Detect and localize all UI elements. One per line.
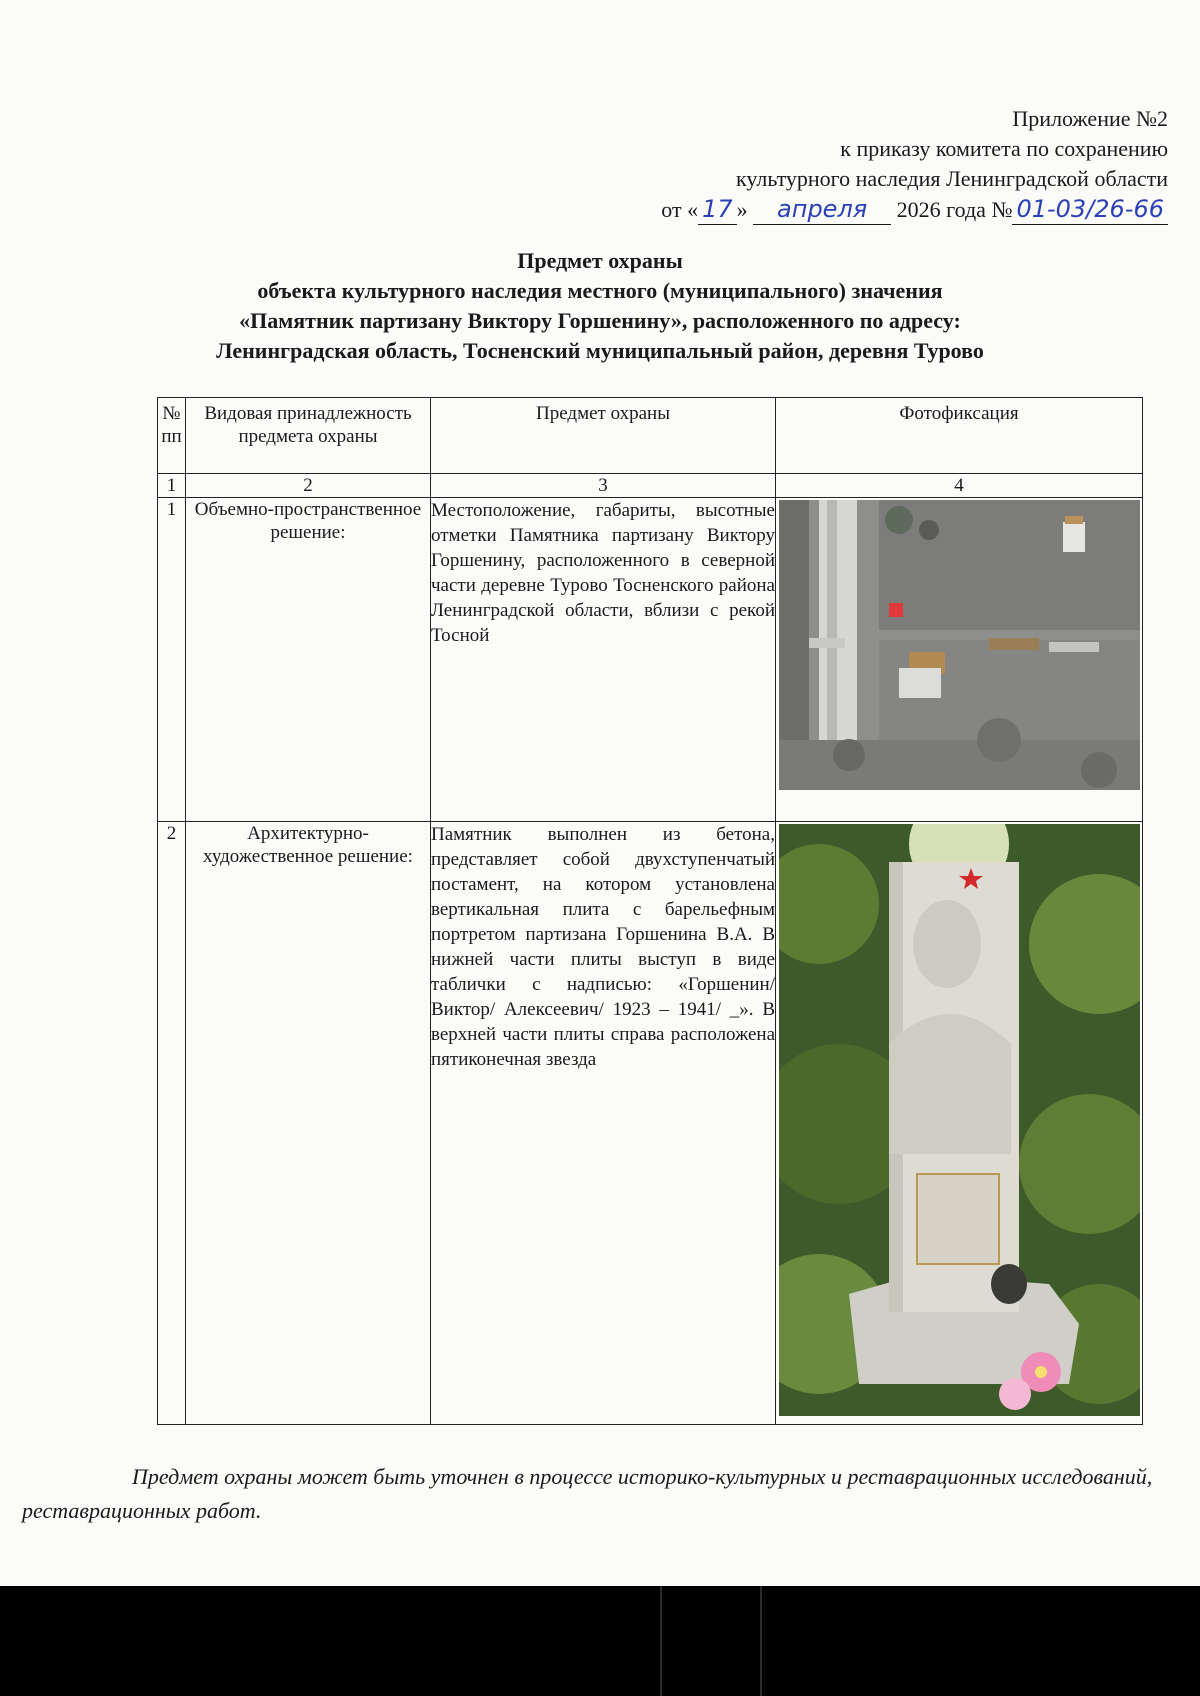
table-row [158,822,1143,1425]
appendix-title: Приложение №2 [1012,106,1168,131]
row-subject: Памятник выполнен из бетона, представляет собой двухступенчатый постамент, на котором установлена вертикальная плита с барельефным портретом партизана Горшенина В.А. В нижней части плиты выступ в виде таблички с надписью: «Горшенин/ Виктор/ Алексеевич/ 1923 – 1941/ _». В верхней части плиты справа расположена пятиконечная звезда [431,822,776,1425]
table-header-row [158,398,1143,474]
monument-image [779,824,1140,1416]
monument-photo [776,822,1143,1425]
appendix-header [661,104,1168,225]
header-number: № пп [158,398,186,474]
header-subject: Предмет охраны [431,398,776,474]
row-subject: Местоположение, габариты, высотные отметки Памятника партизану Виктору Горшенину, расположенного в северной части деревне Турово Тосненского района Ленинградской области, вблизи с рекой Тосной [431,498,776,822]
scan-bottom-edge [0,1586,1200,1696]
order-date-line: от « 17 » апреля 2026 года № 01-03/26-66 [661,194,1168,225]
row-type: Архитектурно-художественное решение: [186,822,431,1425]
protection-subject-table [157,397,1143,1425]
appendix-committee: культурного наследия Ленинградской области [736,166,1168,191]
handwritten-order-number: 01-03/26-66 [1012,194,1168,225]
handwritten-month: апреля [753,194,891,225]
row-number: 1 [158,498,186,822]
handwritten-day: 17 [698,194,737,225]
table-row [158,498,1143,822]
row-number: 2 [158,822,186,1425]
header-photo: Фотофиксация [776,398,1143,474]
aerial-map-image [779,500,1140,790]
header-type: Видовая принадлежность предмета охраны [186,398,431,474]
appendix-order-ref: к приказу комитета по сохранению [840,136,1168,161]
aerial-map-photo [776,498,1143,822]
footer-note: Предмет охраны может быть уточнен в процессе историко-культурных и реставрационных исследований, реставрационных работ. [22,1464,1153,1523]
row-type: Объемно-пространственное решение: [186,498,431,822]
document-title: Предмет охраны объекта культурного наследия местного (муниципального) значения «Памятник партизану Виктору Горшенину», расположенного по адресу: Ленинградская область, Тосненский муниципальный район, деревня Турово [216,248,984,363]
column-number-row: 1 2 3 4 [158,474,1143,498]
